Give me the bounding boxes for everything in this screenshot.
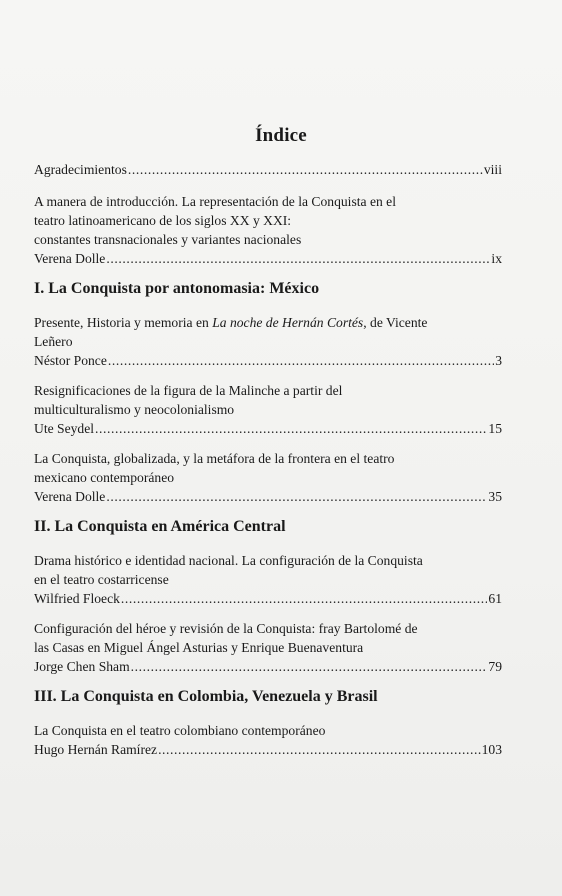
page-number: 79 — [488, 659, 502, 674]
entry-author: Jorge Chen Sham — [34, 659, 130, 674]
page-title: Índice — [255, 125, 307, 146]
entry-title-line: constantes transnacionales y variantes nacionales — [34, 232, 302, 247]
entry-author: Wilfried Floeck — [34, 591, 120, 606]
entry-title-text: Presente, Historia y memoria en — [34, 315, 213, 330]
page-number: 61 — [488, 591, 502, 606]
dot-leader — [121, 589, 488, 608]
dot-leader — [131, 657, 488, 676]
toc-entry[interactable] — [34, 160, 502, 179]
dot-leader — [106, 487, 487, 506]
entry-title-line: las Casas en Miguel Ángel Asturias y Enrique Buenaventura — [34, 640, 364, 655]
entry-title-line: teatro latinoamericano de los siglos XX y XXI: — [34, 213, 292, 228]
toc-entry[interactable] — [34, 449, 502, 506]
entry-title-line: La Conquista, globalizada, y la metáfora de la frontera en el teatro — [34, 451, 395, 466]
section-heading: II. La Conquista en América Central — [34, 518, 286, 535]
page-number: viii — [483, 162, 502, 177]
entry-author: Verena Dolle — [34, 489, 106, 504]
dot-leader — [108, 351, 494, 370]
page-number: ix — [491, 251, 502, 266]
entry-author-line — [34, 419, 502, 438]
entry-author: Agradecimientos — [34, 162, 127, 177]
entry-author-line — [34, 740, 502, 759]
entry-author: Verena Dolle — [34, 251, 106, 266]
toc-entry[interactable] — [34, 313, 502, 370]
entry-title-line: La Conquista en el teatro colombiano contemporáneo — [34, 723, 326, 738]
entry-author-line — [34, 160, 502, 179]
entry-title-line — [34, 332, 502, 351]
dot-leader — [95, 419, 487, 438]
page-number: 3 — [495, 353, 502, 368]
toc-entry[interactable] — [34, 192, 502, 268]
toc-entry[interactable] — [34, 721, 502, 759]
entry-title-line: en el teatro costarricense — [34, 572, 169, 587]
toc-entry[interactable] — [34, 381, 502, 438]
dot-leader — [158, 740, 481, 759]
dot-leader — [128, 160, 483, 179]
entry-title-line: mexicano contemporáneo — [34, 470, 175, 485]
page-number: 15 — [488, 421, 502, 436]
page-number: 35 — [488, 489, 502, 504]
entry-title-line: Resignificaciones de la figura de la Malinche a partir del — [34, 383, 343, 398]
toc-entry[interactable] — [34, 619, 502, 676]
entry-title-line: A manera de introducción. La representación de la Conquista en el — [34, 194, 396, 209]
table-of-contents — [34, 160, 502, 770]
entry-author: Hugo Hernán Ramírez — [34, 742, 158, 757]
section-heading: III. La Conquista en Colombia, Venezuela y Brasil — [34, 688, 378, 705]
entry-author-line — [34, 249, 502, 268]
work-title: La noche de Hernán Cortés — [212, 315, 364, 330]
dot-leader — [106, 249, 490, 268]
entry-title-text: Leñero — [34, 334, 73, 349]
entry-author-line — [34, 589, 502, 608]
page-number: 103 — [481, 742, 502, 757]
toc-entry[interactable] — [34, 551, 502, 608]
entry-title-line: multiculturalismo y neocolonialismo — [34, 402, 235, 417]
section-heading: I. La Conquista por antonomasia: México — [34, 280, 320, 297]
entry-title-line: Configuración del héroe y revisión de la Conquista: fray Bartolomé de — [34, 621, 418, 636]
entry-author-line — [34, 487, 502, 506]
entry-author: Néstor Ponce — [34, 353, 107, 368]
entry-title-line — [34, 313, 502, 332]
entry-author-line — [34, 351, 502, 370]
entry-author-line — [34, 657, 502, 676]
entry-title-text: , de Vicente — [363, 315, 428, 330]
entry-author: Ute Seydel — [34, 421, 95, 436]
entry-title-line: Drama histórico e identidad nacional. La configuración de la Conquista — [34, 553, 423, 568]
